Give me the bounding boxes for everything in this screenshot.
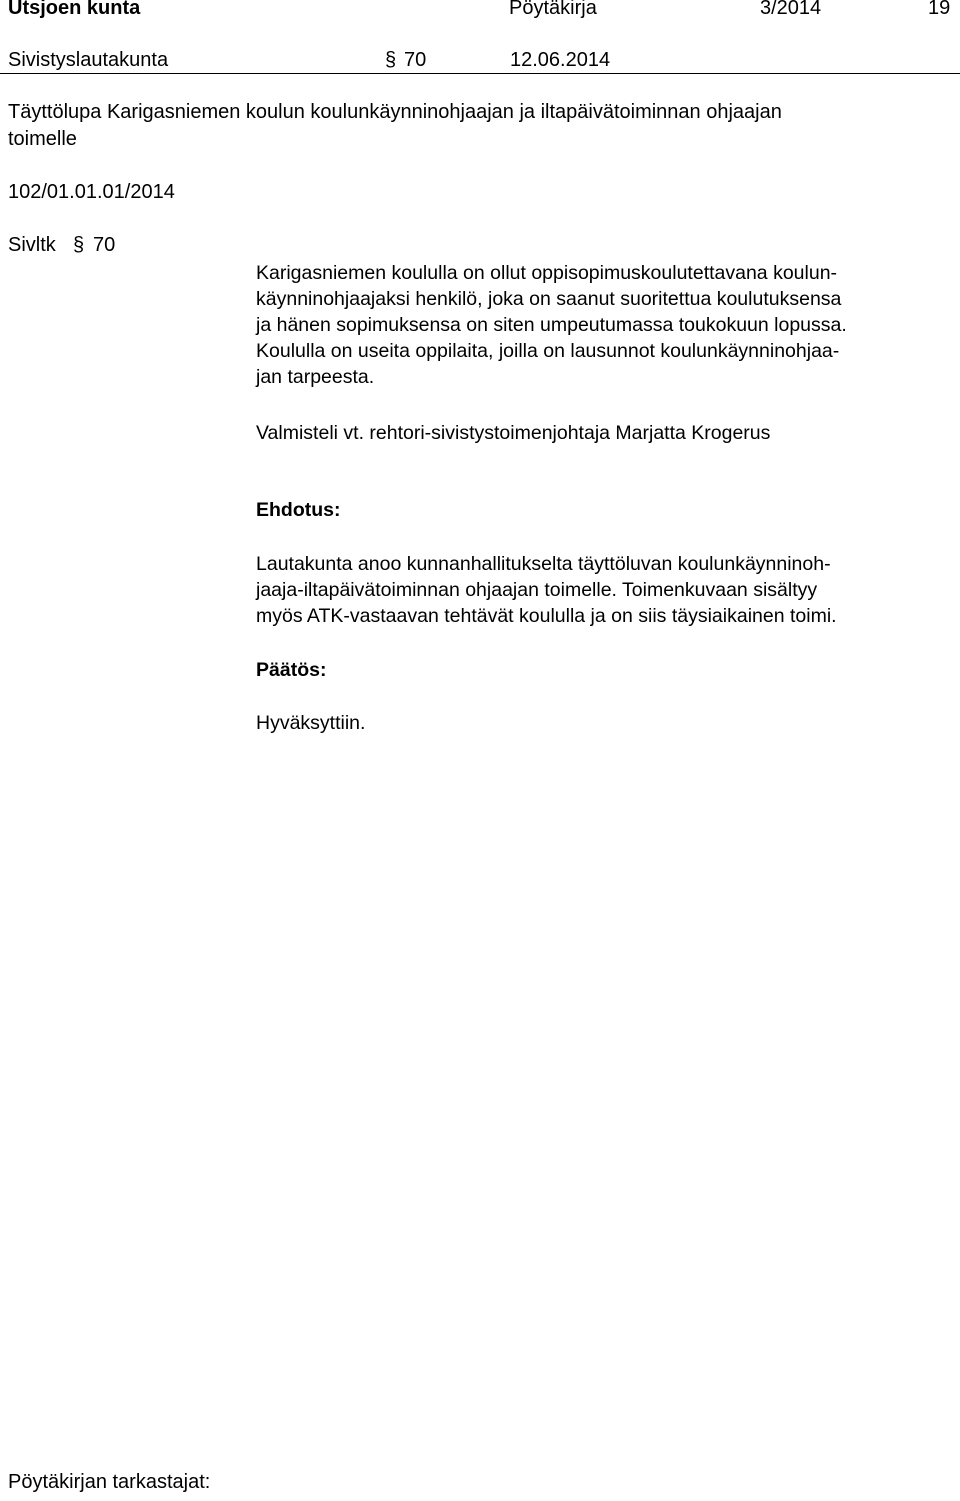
header-divider — [0, 73, 960, 74]
document-number: 3/2014 — [760, 0, 822, 19]
description-line: käynninohjaajaksi henkilö, joka on saanut suoritettua koulutuksensa — [256, 288, 842, 310]
description-line: Koululla on useita oppilaita, joilla on lausunnot koulunkäynninohjaa- — [256, 340, 840, 362]
description-line: Karigasniemen koululla on ollut oppisopimuskoulutettavana koulun- — [256, 262, 838, 284]
committee-abbreviation: Sivltk — [8, 234, 56, 256]
proposal-line: Lautakunta anoo kunnanhallitukselta täyttöluvan koulunkäynninoh- — [256, 553, 831, 575]
reviewers-label: Pöytäkirjan tarkastajat: — [8, 1471, 211, 1493]
description-line: ja hänen sopimuksensa on siten umpeutumassa toukokuun lopussa. — [256, 314, 847, 336]
prepared-by — [256, 420, 956, 446]
document-type: Pöytäkirja — [509, 0, 597, 19]
meeting-date: 12.06.2014 — [510, 49, 611, 71]
record-id: 102/01.01.01/2014 — [8, 181, 175, 203]
section-symbol: § — [385, 49, 397, 71]
proposal-paragraph — [256, 551, 956, 629]
page-number: 19 — [928, 0, 951, 19]
proposal-line: jaaja-iltapäivätoiminnan ohjaajan toimelle. Toimenkuvaan sisältyy — [256, 579, 818, 601]
section-number: 70 — [404, 49, 427, 71]
municipality-name: Utsjoen kunta — [8, 0, 141, 19]
item-title-line-2: toimelle — [8, 128, 77, 150]
reference-section-number: 70 — [93, 234, 116, 256]
reference-section-symbol: § — [73, 234, 85, 256]
item-title-line-1: Täyttölupa Karigasniemen koulun koulunkäynninohjaajan ja iltapäivätoiminnan ohjaajan — [8, 101, 782, 123]
decision-text: Hyväksyttiin. — [256, 712, 366, 734]
prepared-by-text: Valmisteli vt. rehtori-sivistystoimenjohtaja Marjatta Krogerus — [256, 422, 771, 444]
decision-heading: Päätös: — [256, 659, 327, 681]
proposal-heading: Ehdotus: — [256, 499, 341, 521]
description-paragraph — [256, 260, 956, 390]
description-line: jan tarpeesta. — [256, 366, 375, 388]
proposal-line: myös ATK-vastaavan tehtävät koululla ja on siis täysiaikainen toimi. — [256, 605, 837, 627]
committee-name: Sivistyslautakunta — [8, 49, 169, 71]
